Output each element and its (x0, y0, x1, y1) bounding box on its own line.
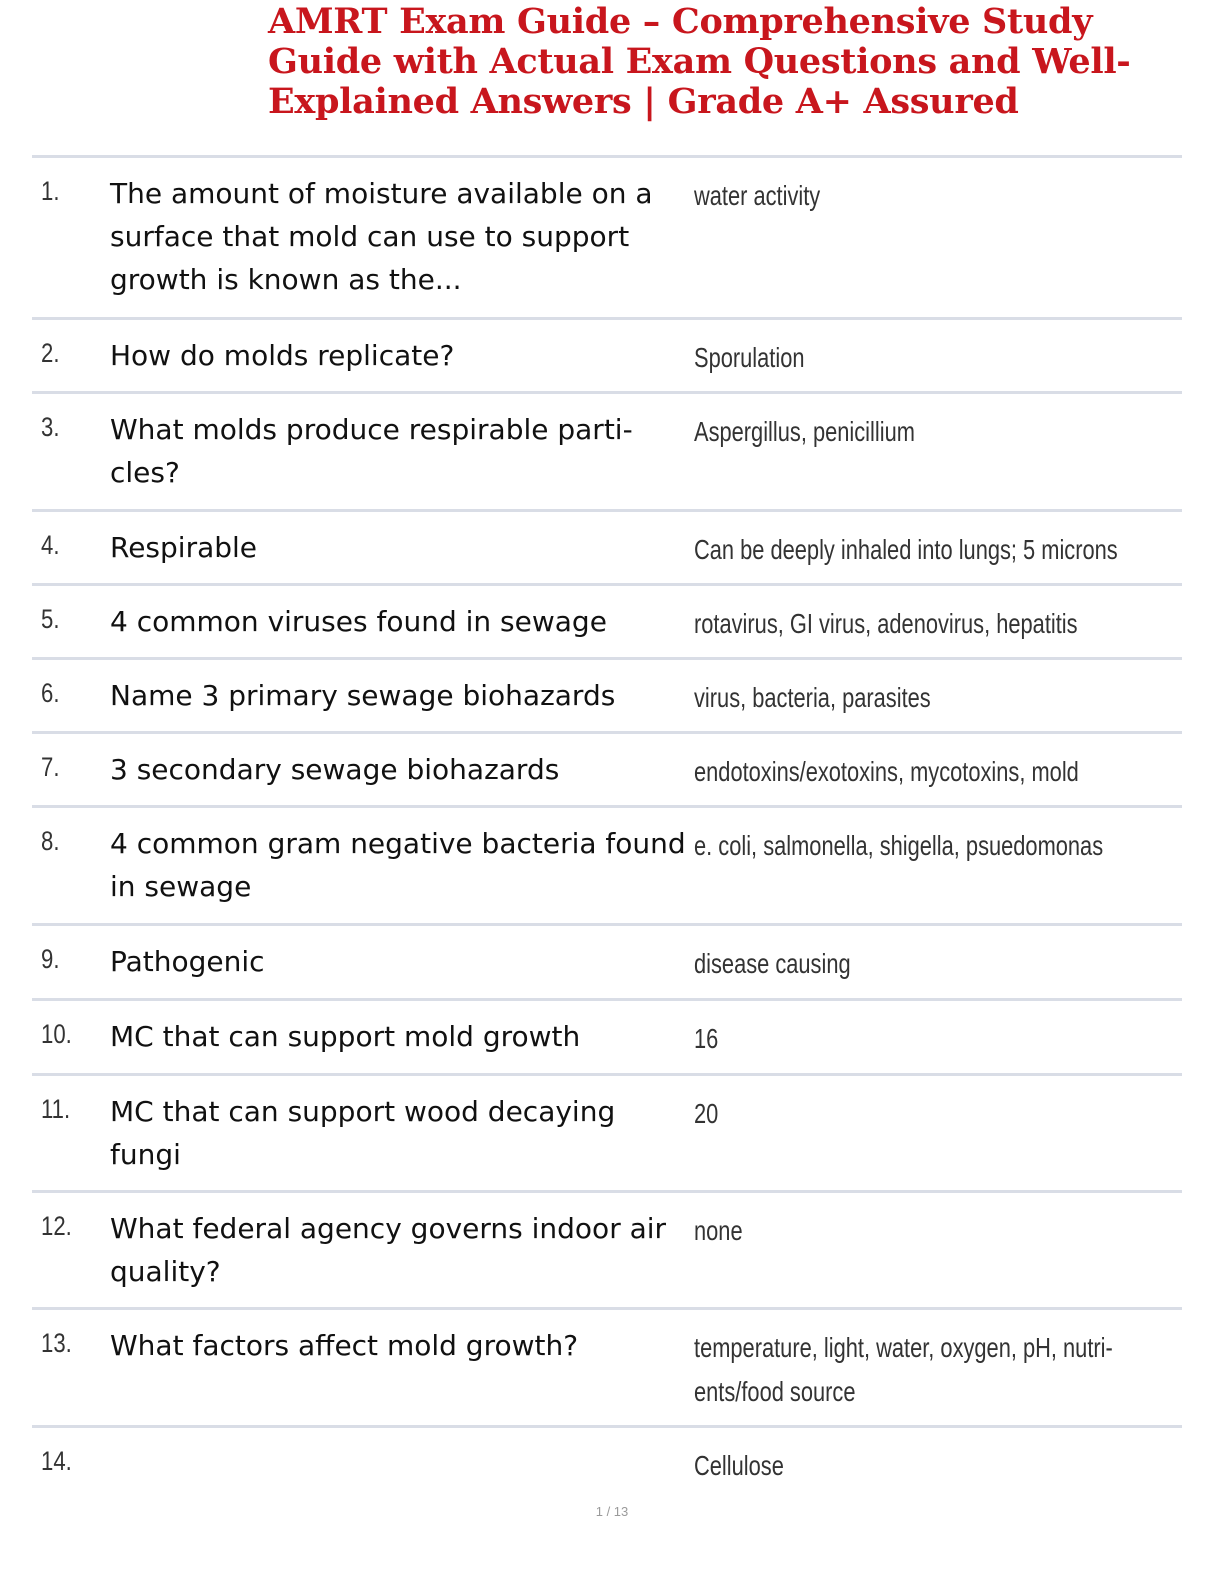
answer-text: endotoxins/exotoxins, mycotoxins, mold (694, 756, 1079, 787)
answer-text: e. coli, salmonella, shigella, psuedomonas (694, 830, 1104, 861)
answer-text: virus, bacteria, parasites (694, 682, 931, 713)
question-number: 12. (41, 1211, 72, 1241)
question-text: 4 common viruses found in sewage (110, 605, 607, 638)
question-text: Respirable (110, 531, 258, 564)
qa-row (32, 394, 1182, 512)
question-number: 2. (41, 338, 60, 368)
qa-row (32, 586, 1182, 660)
answer-text: rotavirus, GI virus, adenovirus, hepatitis (694, 608, 1078, 639)
qa-row (32, 1001, 1182, 1076)
question-text: 4 common gram negative bacteria found in sewage (110, 827, 686, 903)
page-number: 1 / 13 (595, 1504, 629, 1519)
qa-row (32, 158, 1182, 320)
question-text: MC that can support wood decaying fungi (110, 1095, 616, 1171)
qa-row (32, 512, 1182, 586)
document-title: AMRT Exam Guide – Comprehensive Study Guide with Actual Exam Questions and Well-Explained Answers | Grade A+ Assured (268, 1, 1131, 122)
question-number: 11. (41, 1094, 71, 1124)
question-text: How do molds replicate? (110, 339, 455, 372)
answer-text: none (694, 1215, 743, 1246)
answer-text: Can be deeply inhaled into lungs; 5 microns (694, 534, 1118, 565)
qa-row (32, 320, 1182, 394)
answer-text: water activity (694, 180, 821, 211)
qa-row (32, 808, 1182, 926)
question-text: What molds produce respirable parti-cles? (110, 413, 633, 489)
qa-row (32, 1428, 1182, 1496)
qa-row (32, 734, 1182, 808)
answer-text: Cellulose (694, 1450, 784, 1481)
question-text: MC that can support mold growth (110, 1020, 581, 1053)
answer-text: temperature, light, water, oxygen, pH, nutri-ents/food source (694, 1332, 1113, 1407)
question-text: Pathogenic (110, 945, 265, 978)
question-text: The amount of moisture available on a surface that mold can use to support growth is known as the... (110, 177, 653, 296)
question-number: 5. (41, 604, 60, 634)
question-number: 10. (41, 1019, 72, 1049)
question-text: What federal agency governs indoor air quality? (110, 1212, 667, 1288)
qa-row (32, 1076, 1182, 1193)
question-number: 7. (41, 752, 60, 782)
question-number: 8. (41, 826, 60, 856)
question-number: 6. (41, 678, 60, 708)
qa-row (32, 1193, 1182, 1310)
question-text: What factors affect mold growth? (110, 1329, 579, 1362)
question-number: 3. (41, 412, 60, 442)
qa-row (32, 926, 1182, 1001)
answer-text: disease causing (694, 948, 851, 979)
qa-row (32, 660, 1182, 734)
answer-text: Aspergillus, penicillium (694, 416, 915, 447)
question-text: 3 secondary sewage biohazards (110, 753, 560, 786)
question-number: 13. (41, 1328, 72, 1358)
answer-text: 16 (694, 1023, 719, 1054)
question-number: 1. (41, 176, 60, 206)
question-text: Name 3 primary sewage biohazards (110, 679, 616, 712)
answer-text: Sporulation (694, 342, 805, 373)
qa-list (32, 155, 1182, 1496)
qa-row (32, 1310, 1182, 1428)
question-number: 9. (41, 944, 60, 974)
question-number: 14. (41, 1446, 72, 1476)
question-number: 4. (41, 530, 60, 560)
answer-text: 20 (694, 1098, 719, 1129)
